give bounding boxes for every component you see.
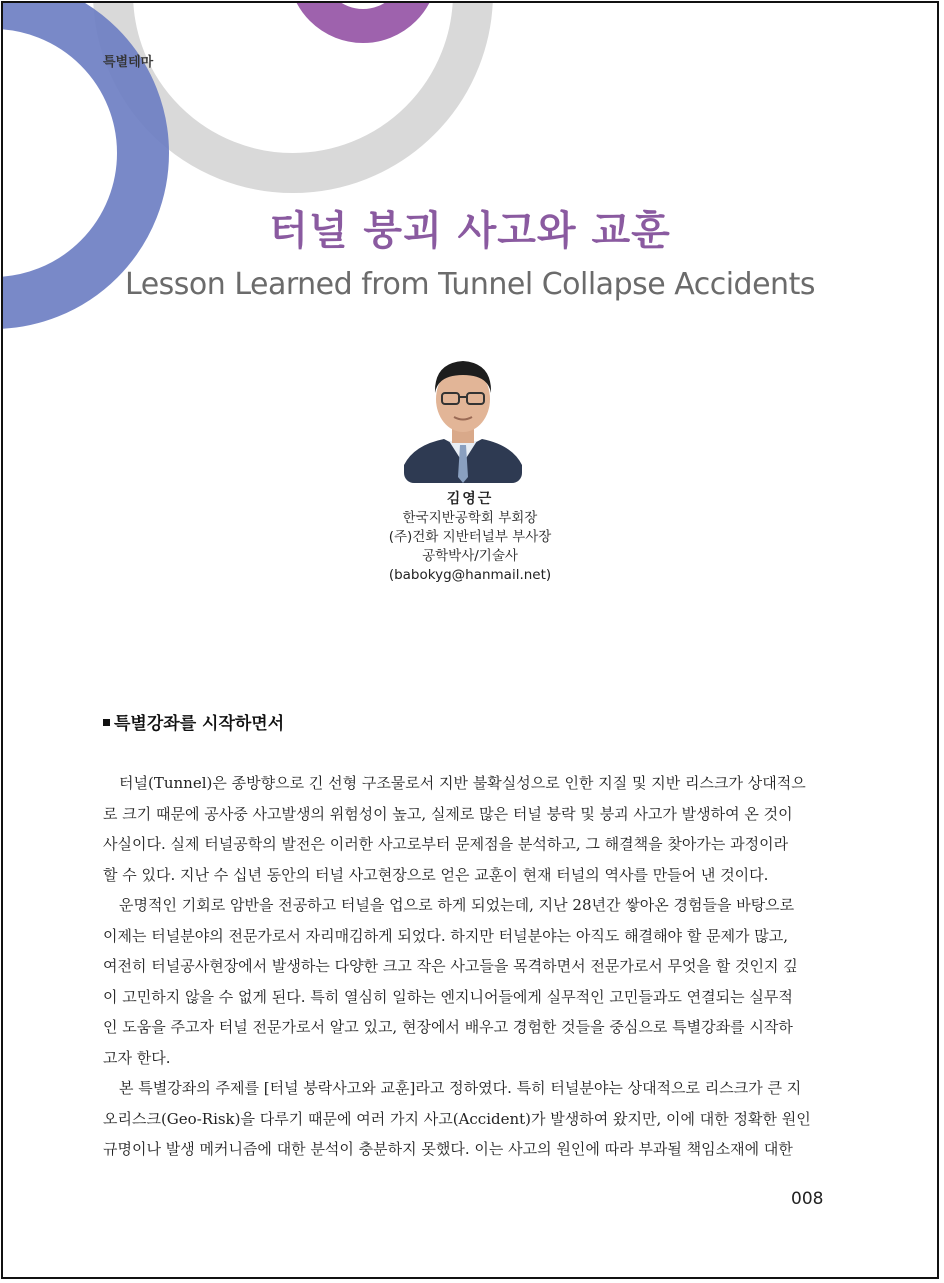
- blue-ring: [3, 3, 143, 303]
- body-text: [103, 768, 833, 1165]
- body-line: 이 고민하지 않을 수 없게 된다. 특히 열심히 일하는 엔지니어들에게 실무적인 고민들과도 연결되는 실무적: [103, 987, 793, 1006]
- author-name: 김영근: [446, 491, 494, 507]
- body-line: 이제는 터널분야의 전문가로서 자리매김하게 되었다. 하지만 터널분야는 아직도 해결해야 할 문제가 많고,: [103, 926, 789, 945]
- author-info: [3, 490, 937, 585]
- author-degree: 공학박사/기술사: [422, 548, 518, 564]
- body-line: 규명이나 발생 메커니즘에 대한 분석이 충분하지 못했다. 이는 사고의 원인에 따라 부과될 책임소재에 대한: [103, 1140, 793, 1158]
- body-line: 로 크기 때문에 공사중 사고발생의 위험성이 높고, 실제로 많은 터널 붕락 및 붕괴 사고가 발생하여 온 것이: [103, 804, 793, 823]
- body-line: 고자 한다.: [103, 1048, 171, 1067]
- body-line: 여전히 터널공사현장에서 발생하는 다양한 크고 작은 사고들을 목격하면서 전문가로서 무엇을 할 것인지 깊: [103, 957, 798, 975]
- page-number: 008: [791, 1189, 824, 1209]
- body-line: 할 수 있다. 지난 수 십년 동안의 터널 사고현장으로 얻은 교훈이 현재 터널의 역사를 만들어 낸 것이다.: [103, 865, 769, 884]
- body-line: 터널(Tunnel)은 종방향으로 긴 선형 구조물로서 지반 불확실성으로 인한 지질 및 지반 리스크가 상대적으: [119, 774, 806, 792]
- square-bullet-icon: [103, 719, 110, 726]
- body-line: 사실이다. 실제 터널공학의 발전은 이러한 사고로부터 문제점을 분석하고, 그 해결책을 찾아가는 과정이라: [103, 835, 789, 853]
- purple-ring: [305, 3, 421, 26]
- section-tag: 특별테마: [103, 55, 154, 70]
- author-photo: [404, 345, 522, 483]
- body-line: 인 도움을 주고자 터널 전문가로서 알고 있고, 현장에서 배우고 경험한 것들을 중심으로 특별강좌를 시작하: [103, 1018, 793, 1036]
- section-heading-text: 특별강좌를 시작하면서: [114, 714, 285, 734]
- body-line: 운명적인 기회로 암반을 전공하고 터널을 업으로 하게 되었는데, 지난 28년간 쌓아온 경험들을 바탕으로: [119, 896, 795, 914]
- body-line: 본 특별강좌의 주제를 [터널 붕락사고와 교훈]라고 정하였다. 특히 터널분야는 상대적으로 리스크가 큰 지: [119, 1079, 802, 1097]
- body-line: 오리스크(Geo-Risk)을 다루기 때문에 여러 가지 사고(Accident)가 발생하여 왔지만, 이에 대한 정확한 원인: [103, 1109, 811, 1128]
- title-korean: 터널 붕괴 사고와 교훈: [269, 208, 671, 254]
- page-frame: [1, 1, 939, 1279]
- author-affiliation-2: (주)건화 지반터널부 부사장: [388, 529, 552, 545]
- author-email: (babokyg@hanmail.net): [388, 567, 552, 583]
- author-affiliation-1: 한국지반공학회 부회장: [402, 510, 538, 526]
- title-english: Lesson Learned from Tunnel Collapse Accidents: [125, 267, 815, 302]
- section-heading: [103, 709, 284, 734]
